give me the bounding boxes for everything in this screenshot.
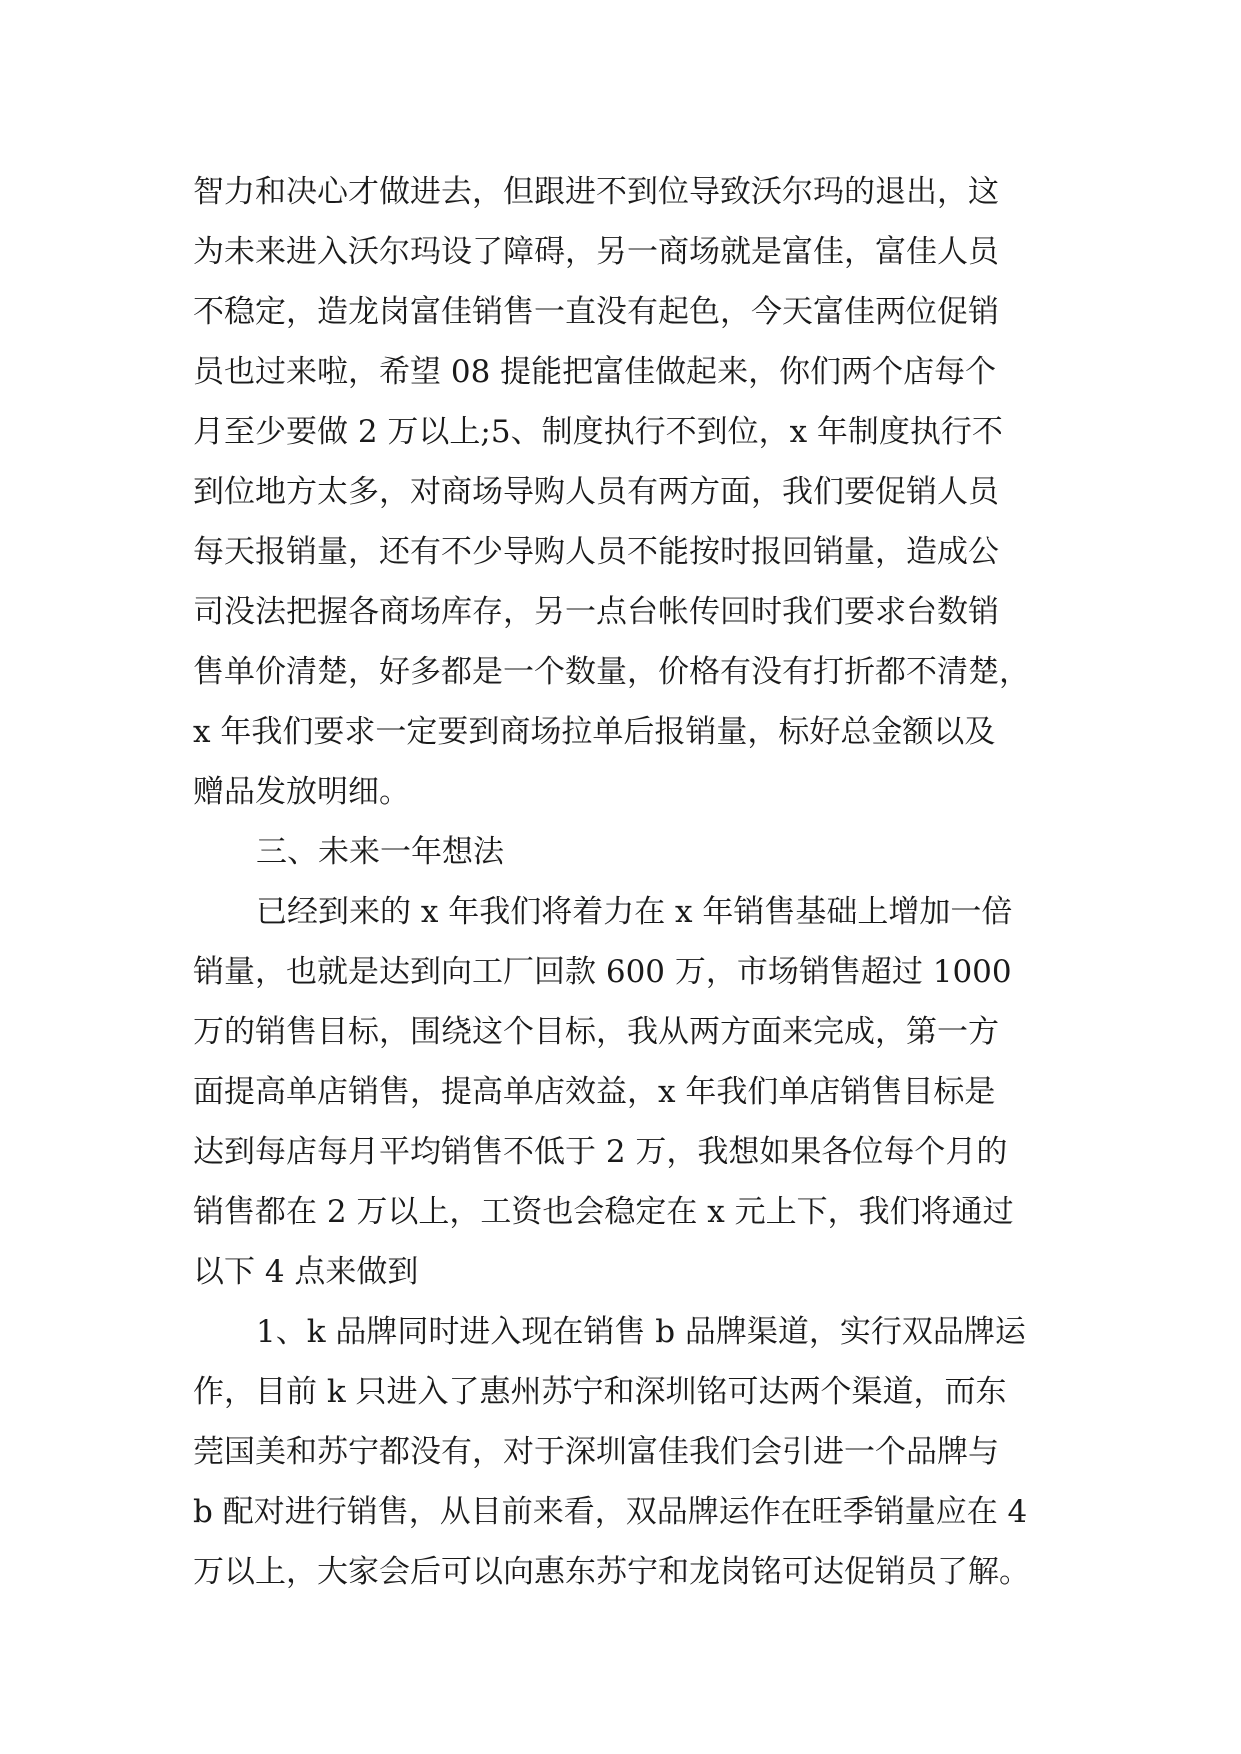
paragraph-line: b 配对进行销售，从目前来看，双品牌运作在旺季销量应在 4 (193, 1494, 1028, 1530)
paragraph-line: 销售都在 2 万以上，工资也会稳定在 x 元上下，我们将通过 (193, 1194, 1014, 1230)
section-heading: 三、未来一年想法 (256, 834, 504, 870)
paragraph-line: 员也过来啦，希望 08 提能把富佳做起来，你们两个店每个 (193, 354, 997, 390)
paragraph-line: 到位地方太多，对商场导购人员有两方面，我们要促销人员 (193, 474, 999, 510)
paragraph-line: 万的销售目标，围绕这个目标，我从两方面来完成，第一方 (193, 1014, 999, 1050)
paragraph-line: 万以上，大家会后可以向惠东苏宁和龙岗铭可达促销员了解。 (193, 1554, 1030, 1590)
paragraph-line: 智力和决心才做进去，但跟进不到位导致沃尔玛的退出，这 (193, 174, 999, 210)
paragraph-line: 售单价清楚，好多都是一个数量，价格有没有打折都不清楚， (193, 654, 1030, 690)
paragraph-line: 以下 4 点来做到 (193, 1254, 419, 1290)
paragraph-line: 达到每店每月平均销售不低于 2 万，我想如果各位每个月的 (193, 1134, 1008, 1170)
paragraph-line: 每天报销量，还有不少导购人员不能按时报回销量，造成公 (193, 534, 999, 570)
paragraph-line: 为未来进入沃尔玛设了障碍，另一商场就是富佳，富佳人员 (193, 234, 999, 270)
paragraph-line: 赠品发放明细。 (193, 774, 410, 810)
paragraph-line: 月至少要做 2 万以上;5、制度执行不到位，x 年制度执行不 (193, 414, 1003, 450)
paragraph-line: 司没法把握各商场库存，另一点台帐传回时我们要求台数销 (193, 594, 999, 630)
paragraph-line: x 年我们要求一定要到商场拉单后报销量，标好总金额以及 (193, 714, 996, 750)
paragraph-line: 1、k 品牌同时进入现在销售 b 品牌渠道，实行双品牌运 (256, 1314, 1026, 1350)
paragraph-line: 面提高单店销售，提高单店效益，x 年我们单店销售目标是 (193, 1074, 996, 1110)
paragraph-line: 不稳定，造龙岗富佳销售一直没有起色，今天富佳两位促销 (193, 294, 999, 330)
paragraph-line: 已经到来的 x 年我们将着力在 x 年销售基础上增加一倍 (256, 894, 1013, 930)
paragraph-line: 莞国美和苏宁都没有，对于深圳富佳我们会引进一个品牌与 (193, 1434, 999, 1470)
paragraph-line: 作，目前 k 只进入了惠州苏宁和深圳铭可达两个渠道，而东 (193, 1374, 1007, 1410)
paragraph-line: 销量，也就是达到向工厂回款 600 万，市场销售超过 1000 (193, 954, 1012, 990)
